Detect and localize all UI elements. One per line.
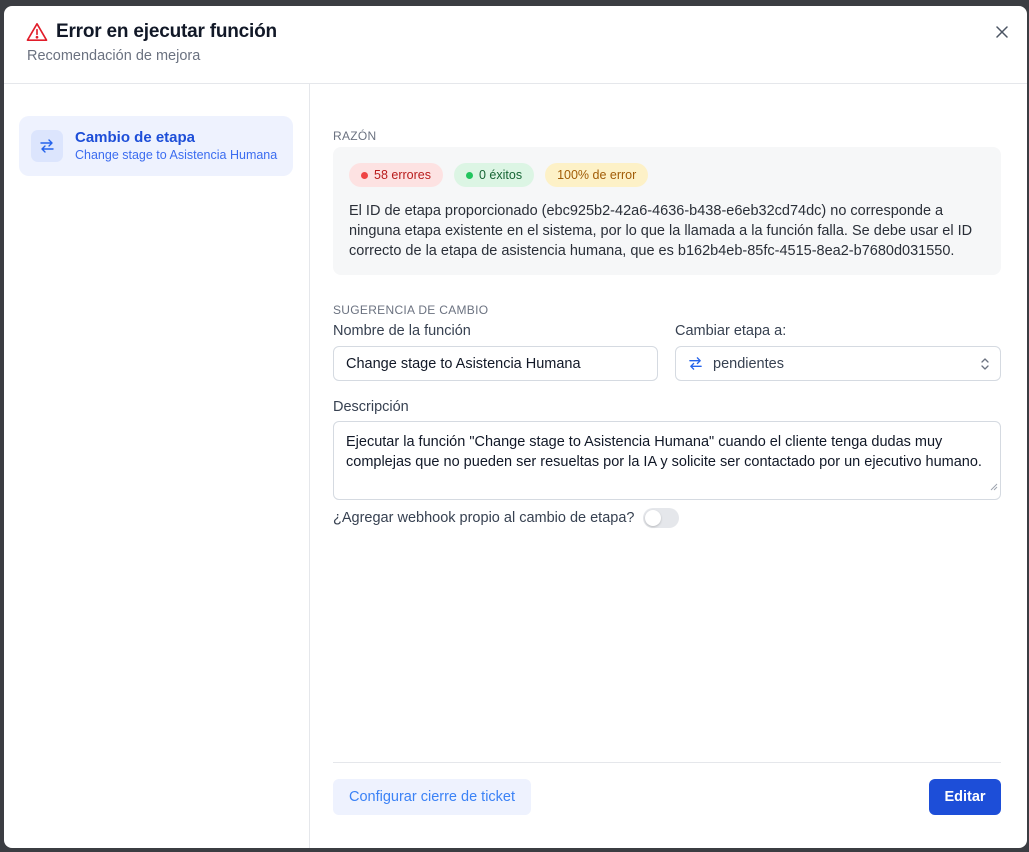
function-name-input[interactable] bbox=[333, 346, 658, 381]
reason-label: RAZÓN bbox=[333, 129, 377, 143]
errors-badge-label: 58 errores bbox=[374, 168, 431, 182]
successes-badge-label: 0 éxitos bbox=[478, 168, 523, 182]
error-rate-badge-label: 100% de error bbox=[557, 168, 637, 182]
successes-badge bbox=[454, 163, 534, 187]
suggestion-label: SUGERENCIA DE CAMBIO bbox=[333, 303, 489, 317]
webhook-toggle-row bbox=[333, 508, 679, 528]
main-panel bbox=[333, 84, 1001, 848]
sidebar bbox=[4, 84, 310, 848]
stage-select-value: pendientes bbox=[713, 355, 784, 372]
close-icon bbox=[996, 26, 1008, 38]
close-button[interactable] bbox=[991, 21, 1013, 43]
arrows-swap-icon bbox=[31, 130, 63, 162]
edit-button[interactable]: Editar bbox=[929, 779, 1001, 815]
function-name-label: Nombre de la función bbox=[333, 323, 471, 339]
stage-select[interactable] bbox=[675, 346, 1001, 381]
configure-ticket-close-button[interactable]: Configurar cierre de ticket bbox=[333, 779, 531, 815]
stage-label: Cambiar etapa a: bbox=[675, 323, 787, 339]
modal-title: Error en ejecutar función bbox=[56, 21, 277, 42]
description-textarea[interactable] bbox=[333, 421, 1001, 500]
function-name-value: Change stage to Asistencia Humana bbox=[346, 355, 581, 372]
error-rate-badge bbox=[545, 163, 648, 187]
errors-badge bbox=[349, 163, 443, 187]
reason-text: El ID de etapa proporcionado (ebc925b2-42a6-4636-b438-e6eb32cd74dc) no corresponde a ninguna etapa existente en el sistema, por lo que la llamada a la función falla. Se debe usar el ID correcto de la etapa de asistencia humana, que es b162b4eb-85fc-4515-8ea2-b7680d031550. bbox=[349, 203, 973, 259]
warning-icon bbox=[26, 22, 48, 42]
reason-box bbox=[333, 147, 1001, 275]
modal-header bbox=[4, 6, 1027, 84]
sidebar-item-title: Cambio de etapa bbox=[75, 129, 196, 146]
error-modal bbox=[4, 6, 1027, 848]
description-label: Descripción bbox=[333, 399, 409, 415]
chevron-up-down-icon bbox=[980, 357, 990, 375]
green-dot-icon bbox=[466, 172, 473, 179]
modal-subtitle: Recomendación de mejora bbox=[27, 48, 201, 64]
red-dot-icon bbox=[361, 172, 368, 179]
arrows-swap-icon bbox=[688, 356, 703, 371]
webhook-label: ¿Agregar webhook propio al cambio de etapa? bbox=[333, 510, 635, 526]
sidebar-item-cambio-de-etapa[interactable] bbox=[19, 116, 293, 176]
badges bbox=[349, 163, 648, 187]
webhook-toggle[interactable] bbox=[643, 508, 679, 528]
title-row bbox=[26, 21, 277, 43]
footer-divider bbox=[333, 762, 1001, 763]
sidebar-item-subtitle: Change stage to Asistencia Humana bbox=[75, 148, 278, 162]
resize-handle-icon[interactable] bbox=[990, 477, 998, 497]
toggle-knob bbox=[645, 510, 661, 526]
description-value: Ejecutar la función "Change stage to Asistencia Humana" cuando el cliente tenga dudas muy complejas que no pueden ser resueltas por la IA y solicite ser contactado por un ejecutivo humano. bbox=[346, 434, 982, 470]
